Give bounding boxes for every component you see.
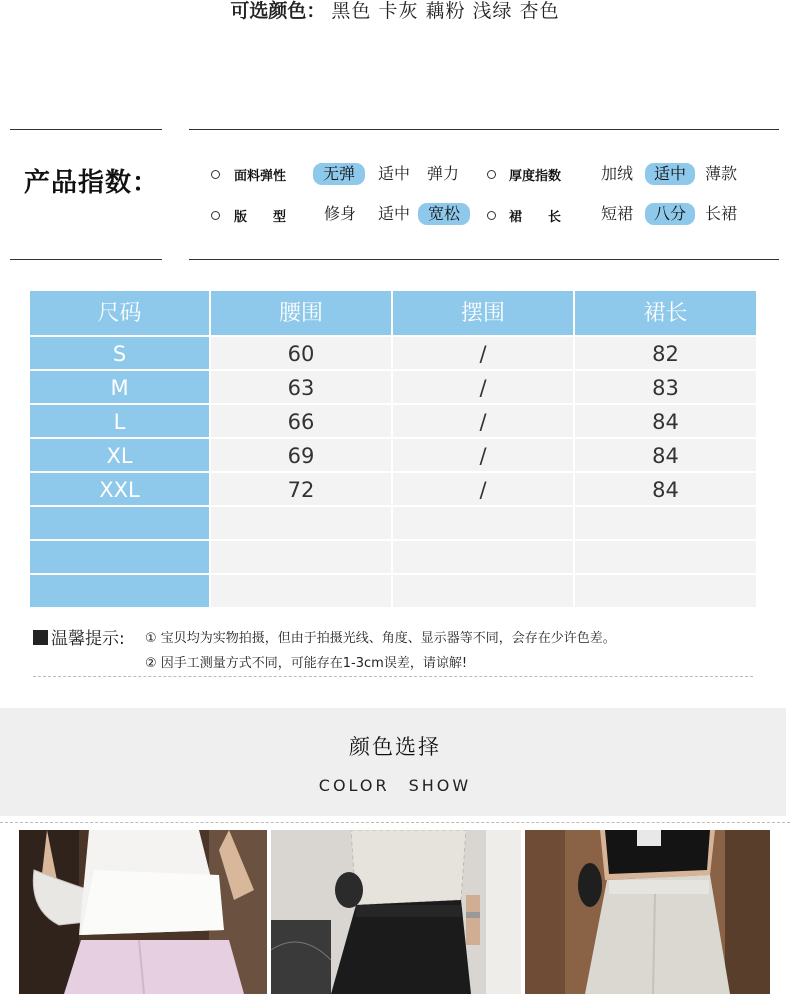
- table-cell: M: [30, 371, 211, 405]
- table-cell: /: [393, 405, 575, 439]
- divider: [189, 259, 779, 260]
- table-cell: [211, 541, 393, 575]
- index-category-thickness: 厚度指数: [509, 169, 562, 184]
- color-show-title: 颜色选择: [349, 735, 441, 759]
- table-cell: [30, 575, 211, 609]
- table-cell: [575, 575, 756, 609]
- option-elasticity-1: 适中: [377, 164, 410, 183]
- index-category-length: 裙 长: [509, 210, 562, 225]
- option-length-0: 短裙: [600, 204, 633, 223]
- tip-line-1: ① 宝贝均为实物拍摄，但由于拍摄光线、角度、显示器等不同，会存在少许色差。: [145, 631, 616, 646]
- option-thickness-1: 适中: [645, 163, 695, 185]
- index-category-elasticity: 面料弹性: [234, 169, 287, 184]
- table-cell: 84: [575, 439, 756, 473]
- table-header-cell: 裙长: [575, 291, 756, 337]
- table-cell: /: [393, 337, 575, 371]
- option-fit-0: 修身: [323, 204, 356, 223]
- table-cell: [30, 507, 211, 541]
- table-cell: [30, 541, 211, 575]
- table-cell: /: [393, 371, 575, 405]
- option-length-2: 长裙: [704, 204, 737, 223]
- bullet-icon: [211, 170, 220, 179]
- bullet-icon: [487, 170, 496, 179]
- option-length-1: 八分: [645, 203, 695, 225]
- table-row: [30, 541, 756, 575]
- table-cell: [575, 541, 756, 575]
- table-cell: 83: [575, 371, 756, 405]
- table-cell: 84: [575, 405, 756, 439]
- table-row: [30, 337, 756, 371]
- bullet-icon: [487, 211, 496, 220]
- option-elasticity-2: 弹力: [426, 164, 459, 183]
- option-fit-2: 宽松: [418, 203, 470, 225]
- tips-label-text: 温馨提示:: [51, 629, 125, 649]
- table-header-cell: 腰围: [211, 291, 393, 337]
- table-cell: 82: [575, 337, 756, 371]
- table-row: [30, 575, 756, 609]
- table-header-row: [30, 291, 756, 337]
- color-show-banner: [0, 708, 786, 816]
- square-icon: [33, 630, 48, 645]
- table-cell: /: [393, 439, 575, 473]
- table-cell: [211, 507, 393, 541]
- table-row: [30, 405, 756, 439]
- tip-line-2: ② 因手工测量方式不同，可能存在1-3cm误差，请谅解!: [145, 656, 468, 671]
- table-row: [30, 507, 756, 541]
- table-cell: 63: [211, 371, 393, 405]
- table-cell: 72: [211, 473, 393, 507]
- divider: [10, 129, 162, 130]
- table-cell: 60: [211, 337, 393, 371]
- color-show-subtitle: COLOR SHOW: [318, 776, 472, 795]
- option-thickness-2: 薄款: [704, 164, 737, 183]
- size-table: [30, 291, 756, 609]
- table-cell: [575, 507, 756, 541]
- photo-illustration: [19, 830, 267, 994]
- option-thickness-0: 加绒: [600, 164, 633, 183]
- table-cell: L: [30, 405, 211, 439]
- divider: [33, 676, 753, 677]
- divider: [189, 129, 779, 130]
- product-index-title: 产品指数：: [24, 168, 160, 198]
- photo-illustration: [271, 830, 521, 994]
- table-cell: 66: [211, 405, 393, 439]
- product-photo-black: [271, 830, 521, 994]
- table-cell: [393, 507, 575, 541]
- table-row: [30, 439, 756, 473]
- table-cell: [393, 541, 575, 575]
- table-row: [30, 473, 756, 507]
- table-cell: XXL: [30, 473, 211, 507]
- divider: [0, 822, 790, 823]
- available-colors-values: 黑色 卡灰 藕粉 浅绿 杏色: [331, 0, 560, 22]
- tips-label: [33, 624, 125, 649]
- table-header-cell: 尺码: [30, 291, 211, 337]
- table-cell: XL: [30, 439, 211, 473]
- table-cell: 84: [575, 473, 756, 507]
- bullet-icon: [211, 211, 220, 220]
- divider: [10, 259, 162, 260]
- table-cell: /: [393, 473, 575, 507]
- option-fit-1: 适中: [377, 204, 410, 223]
- table-cell: 69: [211, 439, 393, 473]
- table-cell: [393, 575, 575, 609]
- table-row: [30, 371, 756, 405]
- available-colors: [0, 0, 790, 23]
- product-photo-grey: [525, 830, 770, 994]
- option-elasticity-0: 无弹: [313, 163, 365, 185]
- table-cell: S: [30, 337, 211, 371]
- table-header-cell: 摆围: [393, 291, 575, 337]
- index-category-fit: 版 型: [234, 210, 287, 225]
- photo-illustration: [525, 830, 770, 994]
- product-photo-pink: [19, 830, 267, 994]
- table-cell: [211, 575, 393, 609]
- available-colors-label: 可选颜色：: [230, 0, 326, 22]
